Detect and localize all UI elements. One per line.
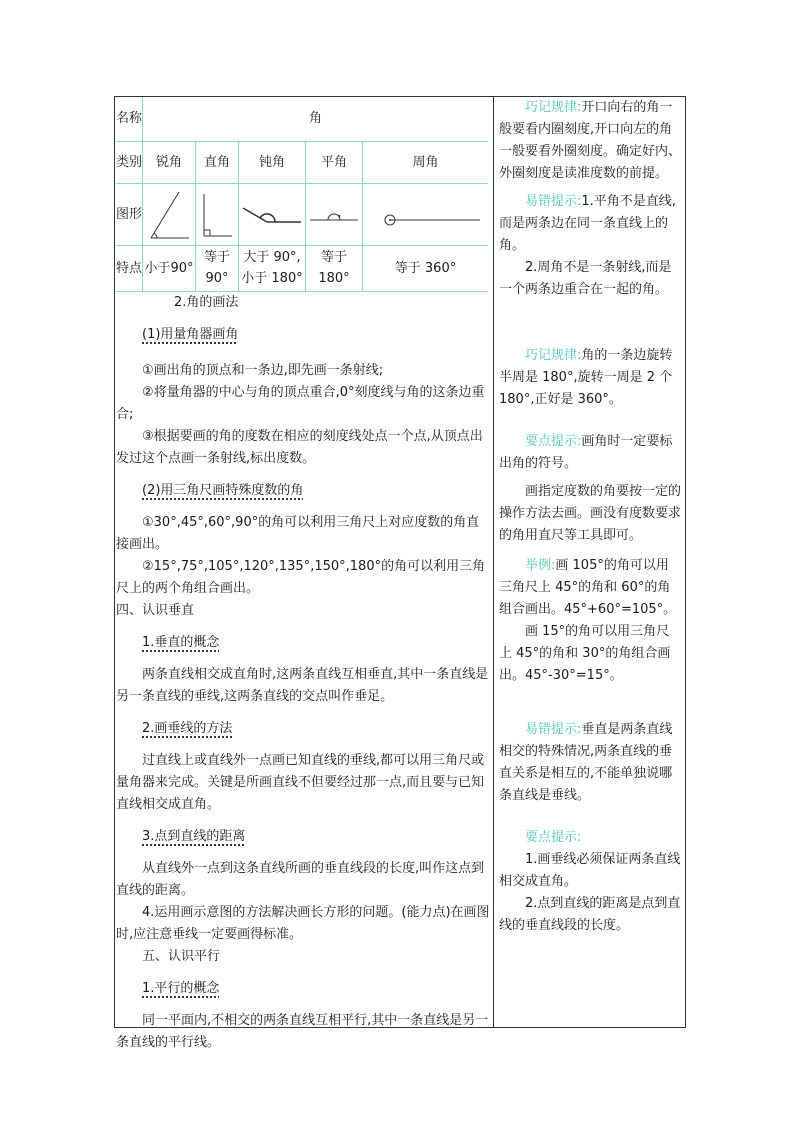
section-2-1-title: (1)用量角器画角 xyxy=(142,326,239,342)
cat-straight: 平角 xyxy=(306,141,363,183)
angle-table xyxy=(116,97,488,292)
note-2-label: 易错提示: xyxy=(525,194,582,209)
note-2-text2: 2.周角不是一条射线,而是一个两条边重合在一起的角。 xyxy=(499,260,672,297)
s2-1-step3: ③根据要画的角的度数在相应的刻度线处点一个点,从顶点出发过这个点画一条射线,标出度数。 xyxy=(116,428,483,466)
note-6-label: 易错提示: xyxy=(525,722,582,737)
note-2 xyxy=(499,191,681,257)
note-1-text: 开口向右的角一般要看内圈刻度,开口向左的角一般要看外圈刻度。确定好内、外圈刻度是读准度数的前提。 xyxy=(499,100,682,181)
note-6 xyxy=(499,719,681,807)
s2-1-step1: ①画出角的顶点和一条边,即先画一条射线; xyxy=(142,362,384,378)
full-angle-figure xyxy=(366,186,486,242)
row-label-feature: 特点 xyxy=(116,245,143,291)
cat-acute: 锐角 xyxy=(143,141,196,183)
fig-full xyxy=(363,183,489,245)
fig-obtuse xyxy=(239,183,306,245)
note-4 xyxy=(499,431,681,475)
straight-angle-figure xyxy=(308,186,360,242)
fig-acute xyxy=(143,183,196,245)
note-7-label: 要点提示: xyxy=(525,830,582,845)
section-2-1-title-line xyxy=(116,324,490,346)
note-5-text2: 画 15°的角可以用三角尺上 45°的角和 30°的角组合画出。45°-30°=15°。 xyxy=(499,624,671,683)
right-angle-figure xyxy=(198,186,236,242)
note-4-text: 画角时一定要标出角的符号。 xyxy=(499,434,673,471)
s4-1-text: 两条直线相交成直角时,这两条直线互相垂直,其中一条直线是另一条直线的垂线,这两条直线的交点叫作垂足。 xyxy=(116,666,489,704)
section-4-2-title: 2.画垂线的方法 xyxy=(142,720,233,736)
row-label-name: 名称 xyxy=(116,97,143,141)
note-5-label: 举例: xyxy=(525,558,556,573)
s5-1-text: 同一平面内,不相交的两条直线互相平行,其中一条直线是另一条直线的平行线。 xyxy=(116,1012,489,1050)
note-3-label: 巧记规律: xyxy=(525,348,582,363)
cell-angle: 角 xyxy=(143,97,489,141)
section-4-2-title-line xyxy=(116,718,490,740)
column-divider xyxy=(493,96,494,1028)
note-2-text: 1.平角不是直线,而是两条边在同一条直线上的角。 xyxy=(499,194,676,253)
section-2-2-title: (2)用三角尺画特殊度数的角 xyxy=(142,482,304,498)
row-label-category: 类别 xyxy=(116,141,143,183)
feat-right: 等于90° xyxy=(196,245,239,291)
note-3-text: 角的一条边旋转半周是 180°,旋转一周是 2 个 180°,正好是 360°。 xyxy=(499,348,673,407)
feat-straight: 等于180° xyxy=(306,245,363,291)
section-4-3-title-line xyxy=(116,826,490,848)
section-5-title: 五、认识平行 xyxy=(142,948,221,964)
cat-obtuse: 钝角 xyxy=(239,141,306,183)
cat-right: 直角 xyxy=(196,141,239,183)
fig-straight xyxy=(306,183,363,245)
section-5-1-title: 1.平行的概念 xyxy=(142,980,220,996)
note-4-label: 要点提示: xyxy=(525,434,582,449)
main-column xyxy=(116,97,490,1054)
acute-angle-figure xyxy=(145,186,193,242)
note-7-text2: 2.点到直线的距离是点到直线的垂直线段的长度。 xyxy=(499,896,681,933)
note-7-text1: 1.画垂线必须保证两条直线相交成直角。 xyxy=(499,852,681,889)
side-notes xyxy=(499,97,681,937)
s2-2-step2: ②15°,75°,105°,120°,135°,150°,180°的角可以利用三角尺上的两个角组合画出。 xyxy=(116,558,486,596)
note-4-text2: 画指定度数的角要按一定的操作方法去画。画没有度数要求的角用直尺等工具即可。 xyxy=(499,484,682,543)
obtuse-angle-figure xyxy=(241,186,303,242)
cat-full: 周角 xyxy=(363,141,489,183)
section-4-title: 四、认识垂直 xyxy=(116,602,195,618)
section-2-title: 2.角的画法 xyxy=(174,294,239,310)
section-4-1-title: 1.垂直的概念 xyxy=(142,634,220,650)
row-label-figure: 图形 xyxy=(116,183,143,245)
feat-full: 等于 360° xyxy=(363,245,489,291)
feat-obtuse: 大于 90°,小于 180° xyxy=(239,245,306,291)
note-6-text: 垂直是两条直线相交的特殊情况,两条直线的垂直关系是相互的,不能单独说哪条直线是垂线。 xyxy=(499,722,673,803)
s2-1-step2: ②将量角器的中心与角的顶点重合,0°刻度线与角的这条边重合; xyxy=(116,384,485,422)
section-4-1-title-line xyxy=(116,632,490,654)
note-1-label: 巧记规律: xyxy=(525,100,582,115)
fig-right xyxy=(196,183,239,245)
note-5 xyxy=(499,555,681,621)
s2-2-step1: ①30°,45°,60°,90°的角可以利用三角尺上对应度数的角直接画出。 xyxy=(116,514,480,552)
s4-4-text: 4.运用画示意图的方法解决画长方形的问题。(能力点)在画图时,应注意垂线一定要画得标准。 xyxy=(116,904,490,942)
s4-3-text: 从直线外一点到这条直线所画的垂直线段的长度,叫作这点到直线的距离。 xyxy=(116,860,485,898)
section-4-3-title: 3.点到直线的距离 xyxy=(142,828,246,844)
note-1 xyxy=(499,97,681,185)
section-5-1-title-line xyxy=(116,978,490,1000)
s4-2-text: 过直线上或直线外一点画已知直线的垂线,都可以用三角尺或量角器来完成。关键是所画直线不但要经过那一点,而且要与已知直线相交成直角。 xyxy=(116,752,485,812)
note-3 xyxy=(499,345,681,411)
note-5-text: 画 105°的角可以用三角尺上 45°的角和 60°的角组合画出。45°+60°=105°。 xyxy=(499,558,677,617)
section-2-2-title-line xyxy=(116,480,490,502)
feat-acute: 小于90° xyxy=(143,245,196,291)
